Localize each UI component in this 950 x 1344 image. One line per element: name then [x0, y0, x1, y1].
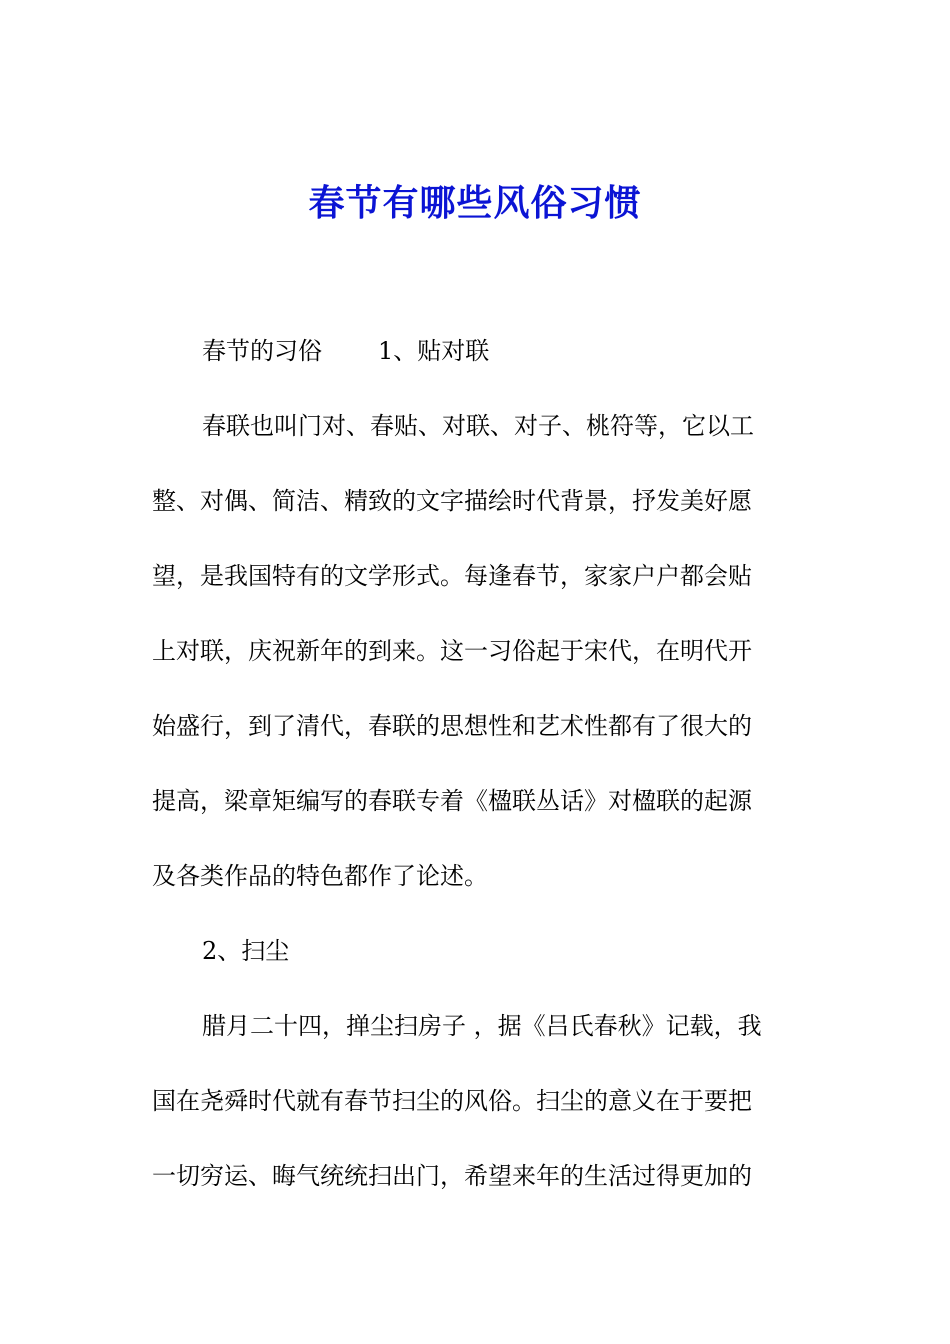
paragraph-line: 国在尧舜时代就有春节扫尘的风俗。扫尘的意义在于要把 [152, 1087, 752, 1115]
paragraph-line: 整、对偶、简洁、精致的文字描绘时代背景，抒发美好愿 [152, 487, 752, 515]
section-heading-line [202, 331, 862, 371]
page-title: 春节有哪些风俗习惯 [308, 182, 642, 224]
paragraph-line: 上对联，庆祝新年的到来。这一习俗起于宋代，在明代开 [152, 637, 752, 665]
paragraph-line: 春联也叫门对、春贴、对联、对子、桃符等，它以工 [202, 412, 754, 440]
section-heading: 春节的习俗 [202, 337, 322, 365]
paragraph-line: 腊月二十四，掸尘扫房子 ，据《吕氏春秋》记载，我 [202, 1012, 762, 1040]
paragraph-line: 提高，梁章矩编写的春联专着《楹联丛话》对楹联的起源 [152, 787, 752, 815]
subsection-heading-dusting: 2、扫尘 [202, 937, 290, 965]
paragraph-line: 一切穷运、晦气统统扫出门，希望来年的生活过得更加的 [152, 1162, 752, 1190]
paragraph-line: 始盛行，到了清代，春联的思想性和艺术性都有了很大的 [152, 712, 752, 740]
paragraph-line: 及各类作品的特色都作了论述。 [152, 862, 488, 890]
paragraph-line: 望，是我国特有的文学形式。每逢春节，家家户户都会贴 [152, 562, 752, 590]
subsection-heading-couplets: 1、贴对联 [378, 337, 490, 365]
